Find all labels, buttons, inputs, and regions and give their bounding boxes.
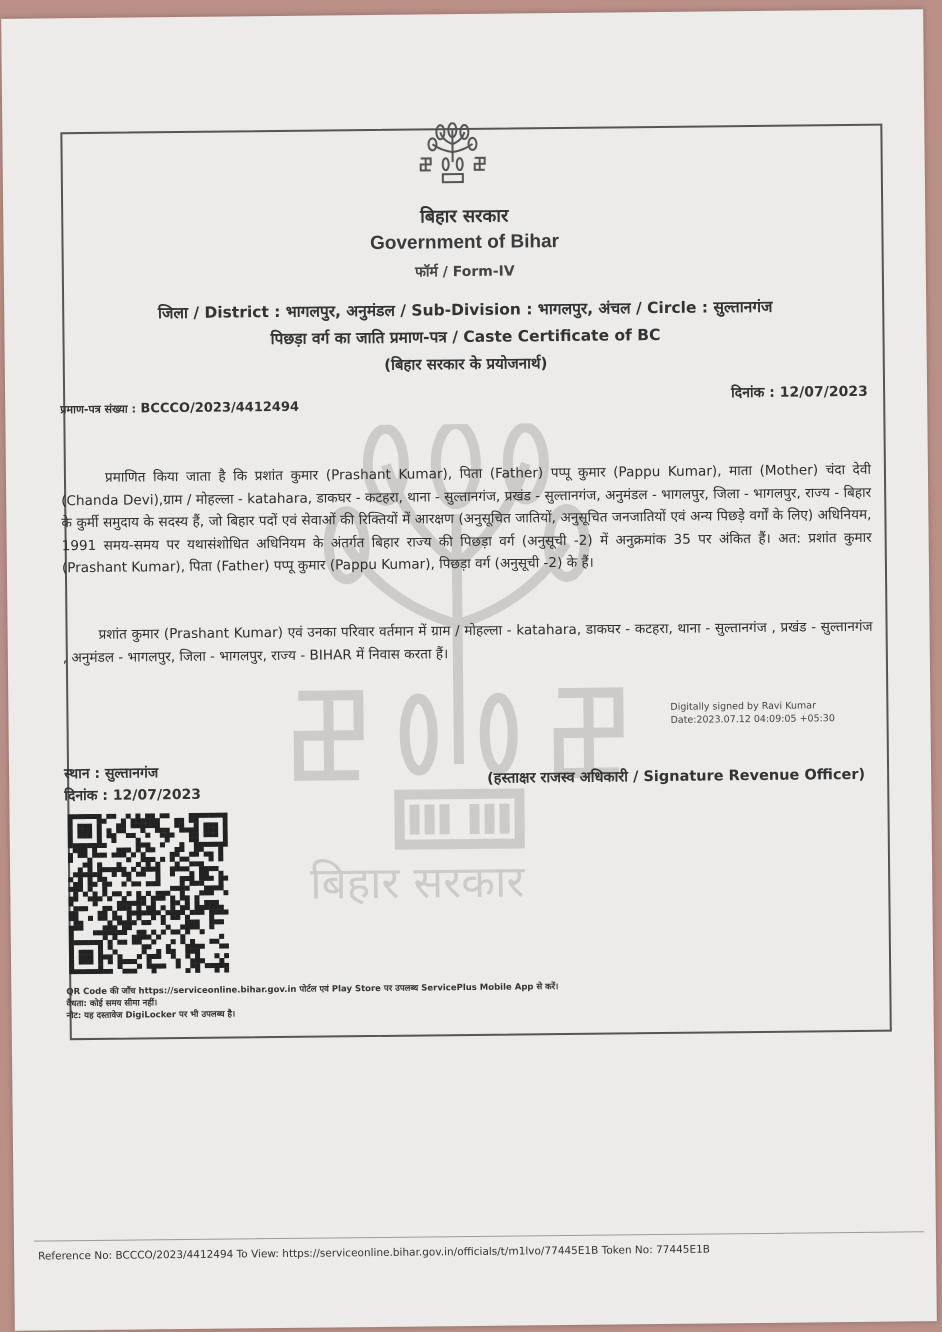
certificate-paper [1,9,937,1331]
certificate-date-label: दिनांक : [731,384,775,402]
certificate-date-value: 12/07/2023 [779,383,868,401]
certificate-subtitle: (बिहार सरकार के प्रयोजनार्थ) [384,354,548,374]
certificate-date [731,382,868,402]
digital-signature-date: Date:2023.07.12 04:09:05 +05:30 [670,713,835,726]
certificate-title: पिछड़ा वर्ग का जाति प्रमाण-पत्र / Caste Certificate of BC [270,325,661,349]
certificate-number-label: प्रमाण-पत्र संख्या : [60,402,137,417]
residence-paragraph: प्रशांत कुमार (Prashant Kumar) एवं उनका परिवार वर्तमान में ग्राम / मोहल्ला - katahara, डाकघर - कटहरा, थाना - सुल्तानगंज , प्रखंड - सुल्तानगंज , अनुमंडल - भागलपुर, जिला - भागलपुर, राज्य - BIHAR में निवास करता हैं। [62,618,873,666]
certificate-number [60,400,299,417]
certification-paragraph: प्रमाणित किया जाता है कि प्रशांत कुमार (Prashant Kumar), पिता (Father) पप्पू कुमार (Pappu Kumar), माता (Mother) चंदा देवी (Chanda Devi),ग्राम / मोहल्ला - katahara, डाकघर - कटहरा, थाना - सुल्तानगंज, प्रखंड - सुल्तानगंज, अनुमंडल - भागलपुर, जिला - भागलपुर, राज्य - बिहार के कुर्मी समुदाय के सदस्य हैं, जो बिहार पदों एवं सेवाओं की रिक्तियों में आरक्षण (अनुसूचित जातियों, अनुसूचित जनजातियों एवं अन्य पिछड़े वर्गों के लिए) अधिनियम, 1991 समय-समय पर यथासंशोधित अधिनियम के अंतर्गत बिहार राज्य की पिछड़ा वर्ग (अनुसूची -2) में अनुक्रमांक 35 पर अंकित हैं। अत: प्रशांत कुमार (Prashant Kumar), पिता (Father) पप्पू कुमार (Pappu Kumar), पिछड़ा वर्ग (अनुसूची -2) के हैं। [61,461,872,577]
place-of-issue: स्थान : सुल्तानगंज [63,765,159,783]
government-english-title: Government of Bihar [369,231,560,255]
district-line: जिला / District : भागलपुर, अनुमंडल / Sub-Division : भागलपुर, अंचल / Circle : सुल्तानगंज [157,297,773,323]
notes-block [66,981,558,1022]
government-hindi-title: बिहार सरकार [420,205,509,228]
qr-code-icon[interactable] [67,813,229,975]
place-date-block [64,762,201,807]
date-of-issue: दिनांक : 12/07/2023 [64,786,202,805]
digital-signature-signer: Digitally signed by Ravi Kumar [670,700,817,713]
footer-divider [34,1231,924,1241]
signature-revenue-officer: (हस्ताक्षर राजस्व अधिकारी / Signature Revenue Officer) [487,766,866,787]
digilocker-note: नोट: यह दस्तावेज DigiLocker पर भी उपलब्ध है। [66,1009,236,1022]
certificate-number-value: BCCCO/2023/4412494 [140,399,300,417]
form-title: फॉर्म / Form-IV [414,263,515,281]
watermark-text: बिहार सरकार [309,856,525,910]
qr-verification-note: QR Code की जाँच https://serviceonline.bihar.gov.in पोर्टल एवं Play Store पर उपलब्ध ServicePlus Mobile App से करें। [66,982,559,998]
validity-note: वैधता: कोई समय सीमा नहीं। [66,998,158,1010]
bihar-emblem-icon [412,122,493,185]
digital-signature [670,699,835,727]
reference-footer: Reference No: BCCCO/2023/4412494 To View: https://serviceonline.bihar.gov.in/officials/t/m1lvo/77445E1B Token No: 77445E1B [38,1243,711,1263]
